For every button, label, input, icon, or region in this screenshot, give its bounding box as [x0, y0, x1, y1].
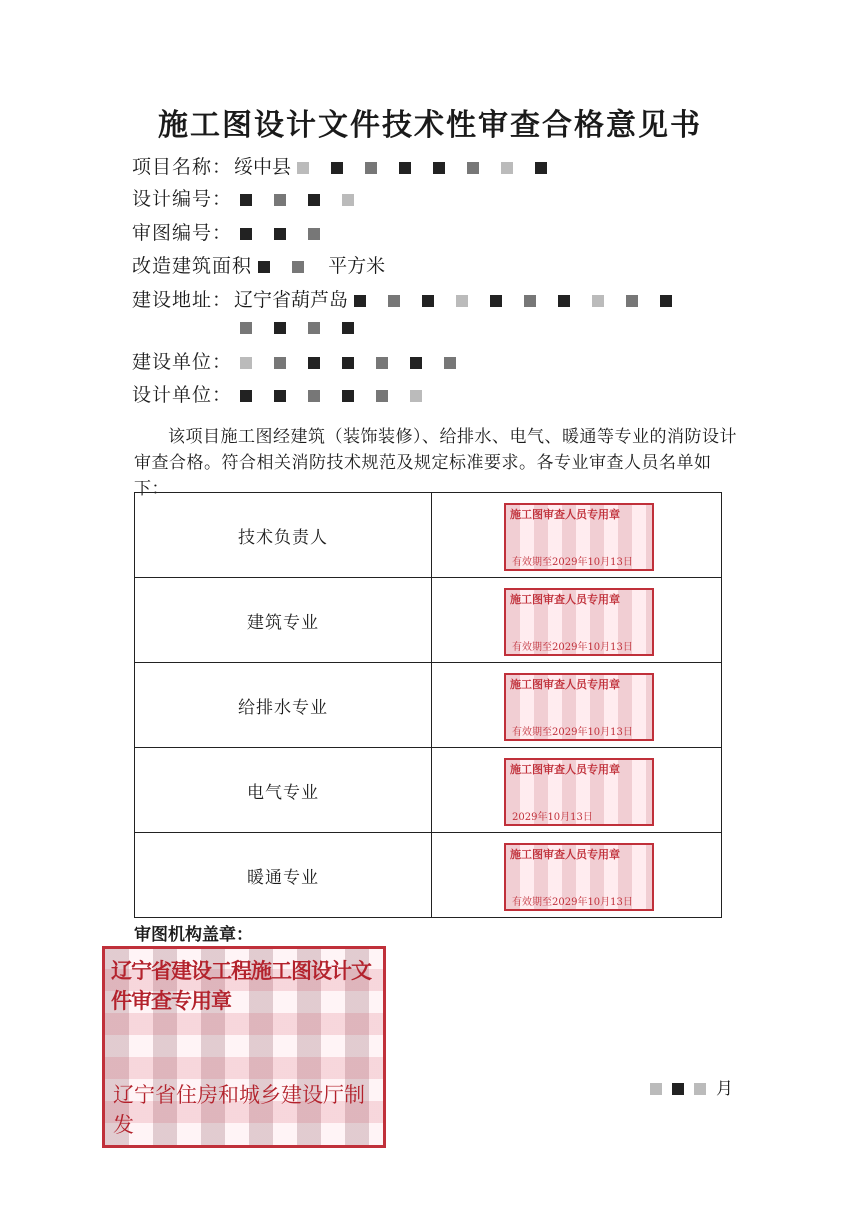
field-value: 绥中县 — [234, 156, 292, 178]
stamp-cell — [432, 493, 722, 578]
redaction-mosaic — [240, 385, 444, 407]
stamp-bottom-text: 有效期至2029年10月13日 — [512, 642, 633, 653]
table-row — [135, 663, 722, 748]
role-cell: 技术负责人 — [135, 493, 432, 578]
reviewer-stamp — [504, 503, 654, 571]
field-label: 项目名称： — [132, 156, 233, 178]
field-label: 审图编号： — [132, 222, 233, 244]
reviewer-table — [134, 492, 722, 918]
stamp-cell — [432, 663, 722, 748]
field-label: 设计编号： — [132, 188, 233, 210]
stamp-cell — [432, 748, 722, 833]
field-value: 辽宁省葫芦岛 — [234, 289, 349, 311]
role-cell: 电气专业 — [135, 748, 432, 833]
role-cell: 建筑专业 — [135, 578, 432, 663]
redaction-mosaic — [240, 189, 376, 211]
document-title: 施工图设计文件技术性审查合格意见书 — [158, 108, 702, 143]
field-area — [132, 251, 385, 278]
stamp-bottom-text: 2029年10月13日 — [512, 812, 593, 823]
seal-top-text: 辽宁省建设工程施工图设计文件审查专用章 — [111, 958, 371, 1013]
field-label: 建设地址： — [132, 289, 233, 311]
role-cell: 给排水专业 — [135, 663, 432, 748]
field-review-no — [132, 218, 342, 245]
redaction-mosaic — [354, 290, 694, 312]
field-label: 建设单位： — [132, 351, 233, 373]
stamp-bottom-text: 有效期至2029年10月13日 — [512, 557, 633, 568]
field-value: 平方米 — [328, 255, 386, 277]
stamp-cell — [432, 578, 722, 663]
issue-date — [650, 1074, 733, 1100]
table-row — [135, 833, 722, 918]
field-label: 设计单位： — [132, 384, 233, 406]
reviewer-stamp — [504, 673, 654, 741]
stamp-top-text: 施工图审查人员专用章 — [510, 508, 620, 521]
review-statement: 该项目施工图经建筑（装饰装修）、给排水、电气、暖通等专业的消防设计审查合格。符合相关消防技术规范及规定标准要求。各专业审查人员名单如下： — [134, 427, 737, 499]
redaction-mosaic — [650, 1080, 716, 1100]
stamp-bottom-text: 有效期至2029年10月13日 — [512, 727, 633, 738]
field-design-no — [132, 184, 376, 211]
stamp-cell — [432, 833, 722, 918]
stamp-top-text: 施工图审查人员专用章 — [510, 763, 620, 776]
institution-seal — [102, 946, 386, 1148]
seal-label: 审图机构盖章： — [134, 925, 253, 945]
table-row — [135, 493, 722, 578]
field-address-line2 — [240, 316, 376, 339]
field-address — [132, 285, 694, 312]
redaction-mosaic — [240, 352, 478, 374]
stamp-bottom-text: 有效期至2029年10月13日 — [512, 897, 633, 908]
redaction-mosaic — [297, 157, 569, 179]
table-row — [135, 748, 722, 833]
role-cell: 暖通专业 — [135, 833, 432, 918]
reviewer-stamp — [504, 758, 654, 826]
field-project-name — [132, 152, 569, 179]
stamp-top-text: 施工图审查人员专用章 — [510, 848, 620, 861]
seal-bottom-text: 辽宁省住房和城乡建设厅制发 — [113, 1083, 365, 1137]
table-row — [135, 578, 722, 663]
stamp-top-text: 施工图审查人员专用章 — [510, 593, 620, 606]
redaction-mosaic — [240, 317, 376, 339]
redaction-mosaic — [258, 256, 326, 278]
field-label: 改造建筑面积 — [132, 255, 253, 277]
redaction-mosaic — [240, 223, 342, 245]
field-designer — [132, 380, 444, 407]
stamp-top-text: 施工图审查人员专用章 — [510, 678, 620, 691]
reviewer-stamp — [504, 843, 654, 911]
reviewer-stamp — [504, 588, 654, 656]
date-suffix: 月 — [716, 1079, 733, 1099]
field-builder — [132, 347, 478, 374]
